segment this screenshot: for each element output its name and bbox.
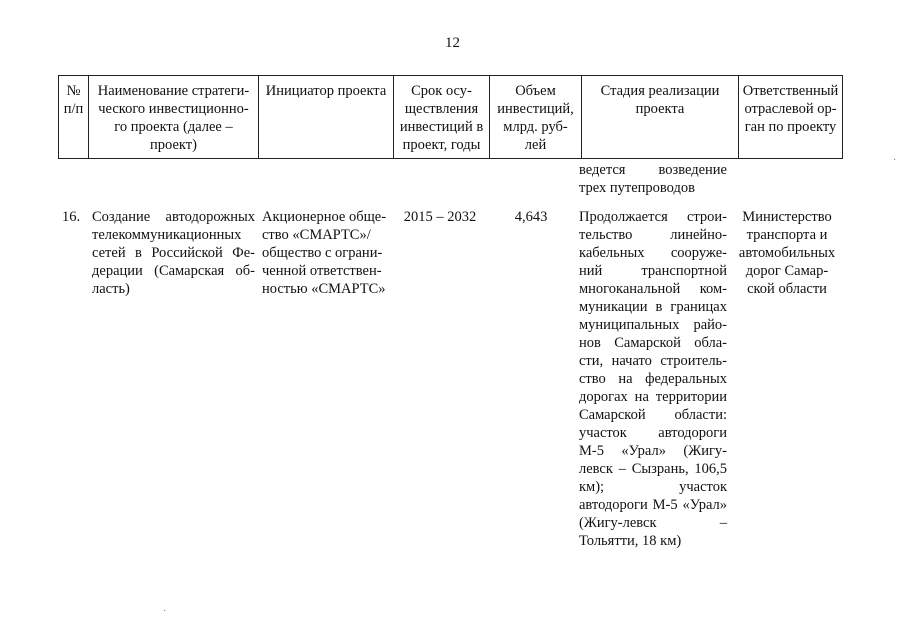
initiator-cell: Акционерное обще-ство «СМАРТС»/ общество с ограни-ченной ответствен-ностью «СМАРТС» <box>262 209 387 297</box>
project-name-cell: Создание автодорожных телекоммуникационных сетей в Российской Фе-дерации (Самарская об-ласть) <box>92 209 255 297</box>
header-period: Срок осу-ществления инвестиций в проект, годы <box>394 76 490 159</box>
header-row <box>59 76 843 159</box>
stage-cell: Продолжается строи-тельство линейно-кабельных сооруже-ний транспортной многоканальной ком-муникации в границах муниципальных райо-нов Самарской обла-сти, начато строитель-ство на федеральных дорогах на территории Самарской области: участок автодороги М-5 «Урал» (Жигу-левск – Сызрань, 106,5 км); участок автодороги М-5 «Урал» (Жигу-левск – Тольятти, 18 км) <box>579 209 727 549</box>
header-project-name: Наименование стратеги-ческого инвестиционно-го проекта (далее – проект) <box>89 76 259 159</box>
header-stage: Стадия реализации проекта <box>582 76 739 159</box>
header-number: № п/п <box>59 76 89 159</box>
row-number: 16. <box>62 209 81 225</box>
page-number: 12 <box>445 35 460 51</box>
header-responsible: Ответственный отраслевой ор-ган по проекту <box>739 76 843 159</box>
scan-speck: · <box>163 606 167 617</box>
header-investment: Объем инвестиций, млрд. руб-лей <box>490 76 582 159</box>
period-cell: 2015 – 2032 <box>403 209 477 225</box>
stage-continuation-text: ведется возведение трех путепроводов <box>579 162 727 196</box>
table-header <box>58 75 843 159</box>
investment-cell: 4,643 <box>514 209 548 225</box>
header-initiator: Инициатор проекта <box>259 76 394 159</box>
responsible-cell: Министерство транспорта и автомобильных дорог Самар-ской области <box>738 209 836 297</box>
scan-speck: · <box>893 155 897 166</box>
